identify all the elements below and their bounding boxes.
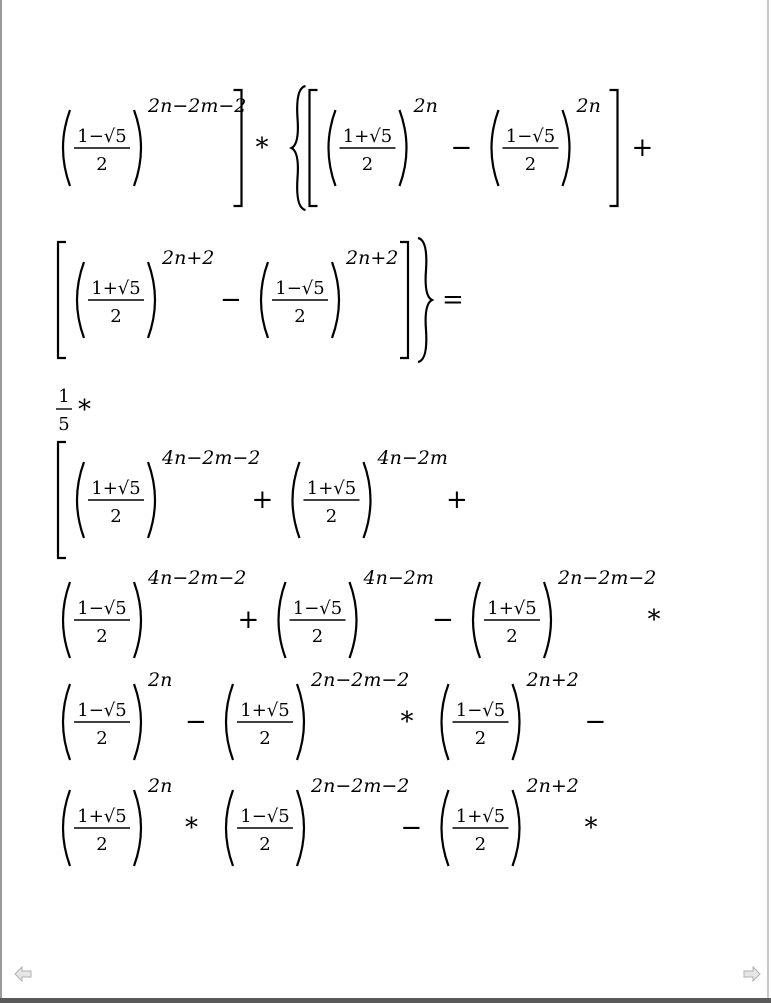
fraction-denominator: 2	[524, 154, 537, 175]
right-bracket	[400, 242, 408, 358]
equals-sign: =	[442, 285, 464, 315]
minus-operator: −	[584, 707, 607, 737]
fraction-numerator: 1−√5	[77, 598, 127, 619]
bottom-scrollbar-track	[0, 998, 771, 1003]
right-paren	[148, 462, 155, 538]
fraction-numerator: 1+√5	[91, 478, 141, 499]
fraction-numerator: 1+√5	[77, 806, 127, 827]
exponent: 2n	[148, 669, 173, 691]
exponent: 2n+2	[526, 669, 579, 691]
left-paren	[226, 684, 233, 760]
right-paren	[364, 462, 371, 538]
left-paren	[226, 790, 233, 866]
exponent: 2n	[148, 775, 173, 797]
right-paren	[513, 790, 520, 866]
left-bracket	[58, 442, 66, 558]
right-paren	[563, 110, 570, 186]
fraction-denominator: 2	[96, 834, 108, 855]
left-paren	[279, 582, 286, 658]
minus-operator: −	[432, 605, 454, 635]
left-bracket	[310, 90, 318, 206]
left-paren	[442, 684, 449, 760]
right-paren	[544, 582, 551, 658]
right-brace	[418, 238, 432, 362]
fraction-numerator: 1+√5	[487, 598, 537, 619]
fraction-numerator: 1−√5	[77, 700, 127, 721]
minus-operator: −	[450, 133, 473, 163]
exponent: 2n−2m−2	[148, 95, 247, 117]
left-brace	[292, 86, 306, 210]
arrow-left-icon	[14, 966, 32, 982]
minus-operator: −	[220, 285, 242, 315]
multiply-operator: *	[255, 133, 269, 163]
right-paren	[134, 684, 141, 760]
plus-operator: +	[631, 133, 654, 163]
right-paren	[297, 790, 304, 866]
fraction-numerator: 1+√5	[455, 806, 506, 827]
plus-operator: +	[251, 485, 274, 515]
fraction-denominator: 2	[110, 306, 122, 327]
left-paren	[77, 262, 84, 338]
fraction-numerator: 1+√5	[342, 126, 393, 147]
left-paren	[329, 110, 336, 186]
right-paren	[134, 110, 141, 186]
fraction-numerator: 1−√5	[455, 700, 506, 721]
fraction-denominator: 2	[474, 834, 487, 855]
right-paren	[400, 110, 407, 186]
exponent: 2n	[413, 95, 438, 117]
multiply-operator: *	[647, 605, 661, 635]
fraction-numerator: 1+√5	[91, 278, 141, 299]
right-paren	[134, 790, 141, 866]
exponent: 2n−2m−2	[311, 775, 410, 797]
right-paren	[350, 582, 357, 658]
exponent: 4n−2m	[363, 567, 434, 589]
arrow-right-icon	[743, 966, 761, 982]
right-paren	[513, 684, 520, 760]
exponent: 2n+2	[346, 247, 399, 269]
left-paren	[293, 462, 300, 538]
right-paren	[297, 684, 304, 760]
fraction-denominator: 2	[361, 154, 374, 175]
fraction-denominator: 2	[259, 834, 271, 855]
page-prev-button[interactable]	[14, 966, 32, 982]
fraction-numerator: 1+√5	[306, 478, 357, 499]
fraction-numerator: 1−√5	[275, 278, 325, 299]
page-next-button[interactable]	[743, 966, 761, 982]
exponent: 2n+2	[162, 247, 215, 269]
fraction-numerator: 1+√5	[240, 700, 290, 721]
left-bracket	[58, 242, 66, 358]
fraction-numerator: 1−√5	[240, 806, 290, 827]
fraction-denominator: 2	[96, 154, 108, 175]
left-paren	[63, 110, 70, 186]
minus-operator: −	[400, 813, 423, 843]
multiply-operator: *	[78, 395, 91, 425]
minus-operator: −	[185, 707, 207, 737]
plus-operator: +	[237, 605, 260, 635]
fraction-denominator: 2	[294, 306, 306, 327]
left-paren	[63, 582, 70, 658]
fraction-denominator: 2	[96, 626, 108, 647]
fraction-numerator: 1	[58, 386, 70, 407]
exponent: 4n−2m	[377, 447, 448, 469]
multiply-operator: *	[400, 707, 414, 737]
exponent: 2n+2	[526, 775, 579, 797]
left-paren	[77, 462, 84, 538]
fraction-numerator: 1−√5	[77, 126, 127, 147]
multiply-operator: *	[584, 813, 598, 843]
fraction-denominator: 2	[474, 728, 487, 749]
fraction-numerator: 1−√5	[292, 598, 343, 619]
exponent: 2n	[576, 95, 601, 117]
fraction-denominator: 2	[325, 506, 338, 527]
left-paren	[63, 790, 70, 866]
exponent: 2n−2m−2	[558, 567, 657, 589]
fraction-numerator: 1−√5	[505, 126, 556, 147]
exponent: 4n−2m−2	[162, 447, 261, 469]
right-paren	[332, 262, 339, 338]
left-paren	[63, 684, 70, 760]
right-paren	[148, 262, 155, 338]
fraction-denominator: 2	[311, 626, 324, 647]
left-paren	[261, 262, 268, 338]
exponent: 2n−2m−2	[311, 669, 410, 691]
right-paren	[134, 582, 141, 658]
right-bracket	[610, 90, 618, 206]
exponent: 4n−2m−2	[148, 567, 247, 589]
plus-operator: +	[446, 485, 468, 515]
fraction-denominator: 5	[58, 414, 70, 435]
fraction-denominator: 2	[110, 506, 122, 527]
left-paren	[492, 110, 499, 186]
fraction-denominator: 2	[259, 728, 271, 749]
fraction-denominator: 2	[96, 728, 108, 749]
left-paren	[473, 582, 480, 658]
multiply-operator: *	[185, 813, 198, 843]
left-paren	[442, 790, 449, 866]
fraction-denominator: 2	[506, 626, 518, 647]
